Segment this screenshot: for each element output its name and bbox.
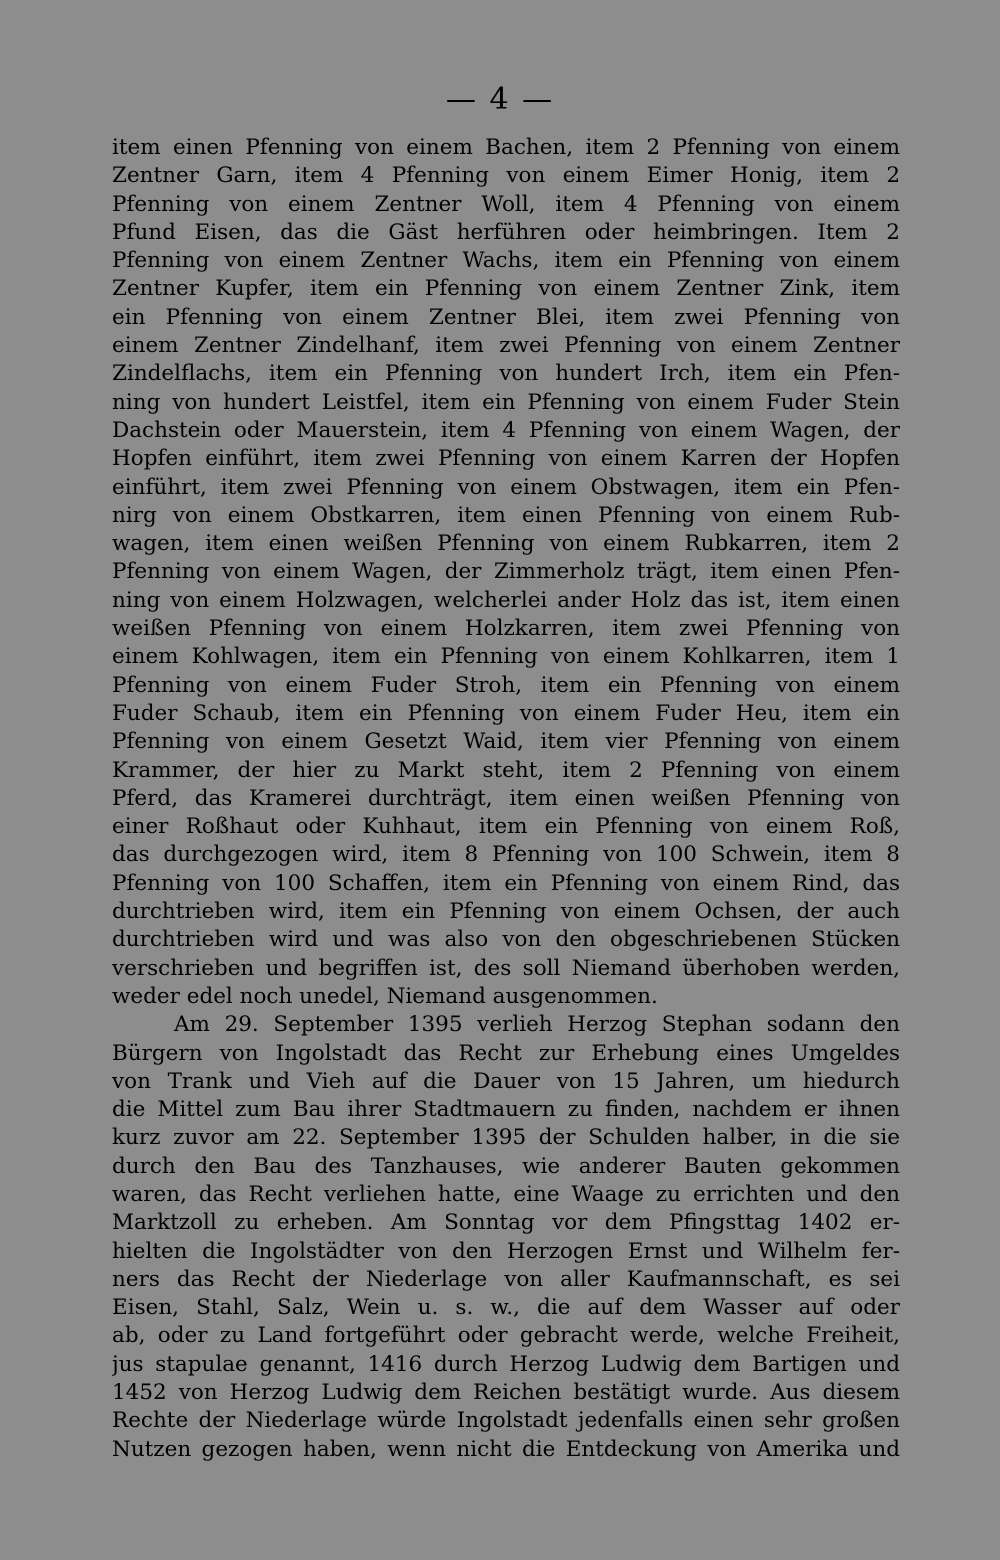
text-line: Zindelflachs, item ein Pfenning von hundert Irch, item ein Pfen- (112, 361, 900, 387)
text-line: wagen, item einen weißen Pfenning von einem Rubkarren, item 2 (112, 531, 900, 557)
page-number: — 4 — (445, 82, 555, 117)
text-line: ein Pfenning von einem Zentner Blei, item zwei Pfenning von (112, 304, 900, 330)
text-line: Eisen, Stahl, Salz, Wein u. s. w., die auf dem Wasser auf oder (112, 1295, 900, 1321)
text-line: waren, das Recht verliehen hatte, eine Waage zu errichten und den (112, 1181, 900, 1207)
text-line: Rechte der Niederlage würde Ingolstadt jedenfalls einen sehr großen (112, 1408, 900, 1434)
text-line: hielten die Ingolstädter von den Herzogen Ernst und Wilhelm fer- (112, 1238, 900, 1264)
text-line: weißen Pfenning von einem Holzkarren, item zwei Pfenning von (112, 616, 900, 642)
text-line: Dachstein oder Mauerstein, item 4 Pfenning von einem Wagen, der (112, 417, 900, 443)
text-line: Am 29. September 1395 verlieh Herzog Stephan sodann den (174, 1012, 900, 1038)
paragraph-1 (112, 134, 900, 1011)
text-line: Hopfen einführt, item zwei Pfenning von einem Karren der Hopfen (112, 446, 900, 472)
text-line: Fuder Schaub, item ein Pfenning von einem Fuder Heu, item ein (112, 700, 900, 726)
text-line: Pfenning von einem Gesetzt Waid, item vier Pfenning von einem (112, 729, 900, 755)
text-line: das durchgezogen wird, item 8 Pfenning von 100 Schwein, item 8 (112, 842, 900, 868)
text-line: durch den Bau des Tanzhauses, wie anderer Bauten gekommen (112, 1153, 900, 1179)
text-line: durchtrieben wird, item ein Pfenning von einem Ochsen, der auch (112, 899, 900, 925)
text-line: Bürgern von Ingolstadt das Recht zur Erhebung eines Umgeldes (112, 1040, 900, 1066)
text-line: Pfenning von 100 Schaffen, item ein Pfenning von einem Rind, das (112, 870, 900, 896)
text-line: 1452 von Herzog Ludwig dem Reichen bestätigt wurde. Aus diesem (112, 1380, 900, 1406)
text-line: Pferd, das Kramerei durchträgt, item einen weißen Pfenning von (112, 785, 900, 811)
text-line: Zentner Kupfer, item ein Pfenning von einem Zentner Zink, item (112, 276, 900, 302)
text-line: Pfenning von einem Zentner Woll, item 4 Pfenning von einem (112, 191, 900, 217)
text-line: ab, oder zu Land fortgeführt oder gebracht werde, welche Freiheit, (112, 1323, 900, 1349)
text-line: Marktzoll zu erheben. Am Sonntag vor dem Pfingsttag 1402 er- (112, 1210, 900, 1236)
paragraph-2 (112, 1011, 900, 1464)
text-line: kurz zuvor am 22. September 1395 der Schulden halber, in die sie (112, 1125, 900, 1151)
text-line: einem Zentner Zindelhanf, item zwei Pfenning von einem Zentner (112, 333, 900, 359)
text-line: ning von hundert Leistfel, item ein Pfenning von einem Fuder Stein (112, 389, 900, 415)
text-line: Krammer, der hier zu Markt steht, item 2 Pfenning von einem (112, 757, 900, 783)
page-body (112, 134, 900, 1464)
text-line: einführt, item zwei Pfenning von einem Obstwagen, item ein Pfen- (112, 474, 900, 500)
text-line: durchtrieben wird und was also von den obgeschriebenen Stücken (112, 927, 900, 953)
text-line: ners das Recht der Niederlage von aller Kaufmannschaft, es sei (112, 1266, 900, 1292)
text-line: Pfenning von einem Fuder Stroh, item ein Pfenning von einem (112, 672, 900, 698)
text-line: Pfund Eisen, das die Gäst herführen oder heimbringen. Item 2 (112, 219, 900, 245)
text-line: verschrieben und begriffen ist, des soll Niemand überhoben werden, (112, 955, 900, 981)
text-line: von Trank und Vieh auf die Dauer von 15 Jahren, um hiedurch (112, 1068, 900, 1094)
text-line: die Mittel zum Bau ihrer Stadtmauern zu finden, nachdem er ihnen (112, 1097, 900, 1123)
text-line: weder edel noch unedel, Niemand ausgenommen. (112, 983, 658, 1009)
text-line: einer Roßhaut oder Kuhhaut, item ein Pfenning von einem Roß, (112, 814, 900, 840)
text-line: Pfenning von einem Zentner Wachs, item ein Pfenning von einem (112, 248, 900, 274)
text-line: Nutzen gezogen haben, wenn nicht die Entdeckung von Amerika und (112, 1436, 900, 1462)
text-line: jus stapulae genannt, 1416 durch Herzog Ludwig dem Bartigen und (112, 1351, 900, 1377)
text-line: einem Kohlwagen, item ein Pfenning von einem Kohlkarren, item 1 (112, 644, 900, 670)
text-line: Pfenning von einem Wagen, der Zimmerholz trägt, item einen Pfen- (112, 559, 900, 585)
text-line: item einen Pfenning von einem Bachen, item 2 Pfenning von einem (112, 135, 900, 160)
text-line: Zentner Garn, item 4 Pfenning von einem Eimer Honig, item 2 (112, 163, 900, 189)
text-line: ning von einem Holzwagen, welcherlei ander Holz das ist, item einen (112, 587, 900, 613)
text-line: nirg von einem Obstkarren, item einen Pfenning von einem Rub- (112, 502, 900, 528)
